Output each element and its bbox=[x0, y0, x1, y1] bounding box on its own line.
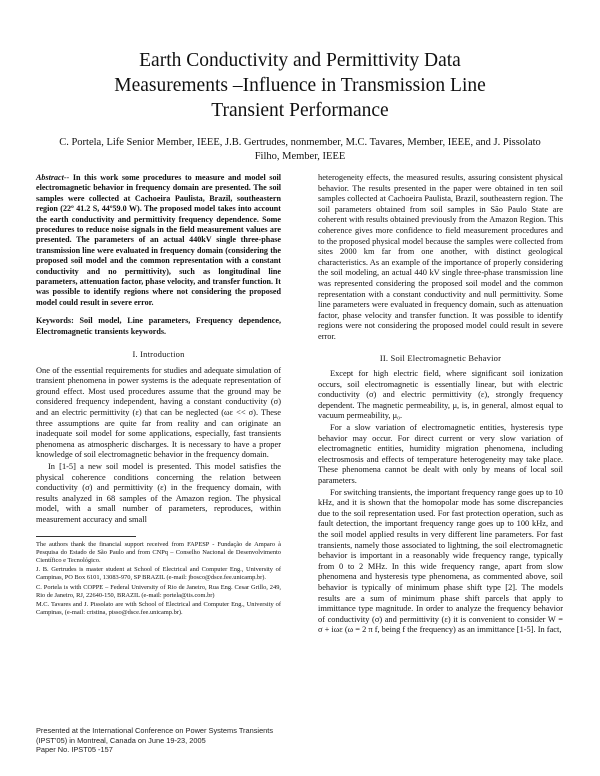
author-line: C. Portela, Life Senior Member, IEEE, J.B. Gertrudes, nonmember, M.C. Tavares, Member, IEEE, and J. Pissolato bbox=[59, 137, 541, 148]
title-line: Earth Conductivity and Permittivity Data bbox=[139, 50, 461, 71]
keywords bbox=[36, 316, 281, 337]
conference-note-line: (IPST’05) in Montreal, Canada on June 19-23, 2005 bbox=[36, 735, 206, 745]
paper-title bbox=[40, 48, 560, 123]
body-paragraph: One of the essential requirements for studies and adequate simulation of transient phenomena in power systems is the adequate representation of ground effect. Most used procedures assume that the ground may be considered frequency independent, having a constant conductivity (σ) and an electric permittivity (ε) that can be neglected (ωε << σ). These three assumptions are quite far from reality and can originate an inadequate soil model for some applications, especially, fast transients phenomena as atmospheric discharges. It is necessary to have a proper knowledge of soil electromagnetic behavior in the frequency domain. bbox=[36, 365, 281, 460]
body-paragraph: heterogeneity effects, the measured results, assuring consistent physical behavior. The results presented in the paper were obtained in ten soil samples collected at Cachoeira Paulista, Brazil, southeastern region. The soil parameters obtained from soil samples in São Paulo State are coherent with results obtained previously from the Amazon Region. This coherence gives more confidence to field measurement procedures and to the proposed physical model because the samples were collected from sites 2000 km far from one another, with distinct geological characteristics. As an example of the importance of properly considering the soil modeling, an actual 440 kV single three-phase transmission line was represented considering the proposed soil model and the common representation with a constant conductivity and null permittivity. Some line parameters were evaluated in frequency domain, such as attenuation factor, phase velocity and transfer function. It was possible to identify regions were not considering the proposed model could result in severe error. bbox=[318, 173, 563, 341]
footnote: J. B. Gertrudes is master student at School of Electrical and Computer Eng., University of Campinas, PO Box 6101, 13083-970, SP BRAZIL (e-mail: jbosco@dsce.fee.unicamp.br). bbox=[36, 566, 281, 582]
abstract-label: Abstract-- bbox=[36, 173, 70, 182]
body-paragraph: In [1-5] a new soil model is presented. This model satisfies the physical coherence conditions concerning the relation between conductivity (σ) and permittivity (ε) in the frequency domain, with results analyzed in 68 samples of the Amazon region. The physical model, with a small number of parameters, reproduces, within measurement accuracy and small bbox=[36, 462, 281, 524]
footnote: C. Portela is with COPPE – Federal University of Rio de Janeiro, Rua Eng. Cesar Grillo, 249, Rio de Janeiro, RJ, 22640-150, BRAZIL (e-mail: portela@iis.com.br) bbox=[36, 583, 281, 599]
footnote: The authors thank the financial support received from FAPESP - Fundação de Amparo à Pesquisa do Estado de São Paulo and from CNPq – Conselho Nacional de Desenvolvimento Científico e Tecnológico. bbox=[36, 540, 281, 564]
abstract-text: In this work some procedures to measure and model soil electromagnetic behavior in frequency domain are presented. The soil samples were collected at Cachoeira Paulista, Brazil, southeastern region (22º 41.2 S, 44º59.0 W). The proposed model takes into account the earth conductivity and permittivity frequency dependence. Some procedures to reduce noise signals in the field measurement values are presented. The parameters of an actual 440kV single three-phase transmission line were evaluated in frequency domain (considering the proposed soil model and the common representation with a constant conductivity and no permittivity), such as longitudinal line parameters, attenuation factor, phase velocity, and transfer function. It was possible to identify regions where not considering the proposed model could result in severe error. bbox=[36, 173, 281, 307]
section-heading-soil-behavior: II. Soil Electromagnetic Behavior bbox=[379, 352, 502, 363]
body-paragraph: Except for high electric field, where significant soil ionization occurs, soil electromagnetic is essentially linear, but with electric conductivity (σ) and electric permittivity (ε), strongly frequency dependent. The magnetic permeability, μ, is, in general, almost equal to vacuum permeability, μ₀. bbox=[318, 369, 563, 421]
body-paragraph: For a slow variation of electromagnetic entities, hysteresis type behavior may occur. For direct current or very slow variation of electromagnetic entities, humidity migration phenomena, including electrosmosis and effects of temperature heterogeneity may take place. These phenomena cannot be dealt with only by means of local soil parameters. bbox=[318, 423, 563, 486]
keywords-text: Soil model, Line parameters, Frequency dependence, Electromagnetic transients keywords. bbox=[36, 316, 281, 336]
title-line: Transient Performance bbox=[211, 100, 389, 121]
paper-number: Paper No. IPST05 -157 bbox=[36, 745, 113, 754]
right-column bbox=[318, 173, 563, 637]
conference-note-line: Presented at the International Conference on Power Systems Transients bbox=[36, 726, 274, 735]
footnote: M.C. Tavares and J. Pissolato are with School of Electrical and Computer Eng., University of Campinas, (e-mail: cristina, pisso@dsce.fee.unicamp.br). bbox=[36, 601, 281, 617]
author-line: Filho, Member, IEEE bbox=[254, 151, 346, 162]
footnote-divider bbox=[36, 536, 136, 537]
title-line: Measurements –Influence in Transmission Line bbox=[114, 75, 486, 96]
abstract bbox=[36, 173, 281, 308]
keywords-label: Keywords: bbox=[36, 316, 74, 326]
author-list bbox=[40, 136, 560, 164]
left-column bbox=[36, 173, 281, 618]
body-paragraph: For switching transients, the important frequency range goes up to 10 kHz, and it is shown that the homopolar mode has some discrepancies due to the soil representation used. For fast protection operation, such as fault detection, the important frequency range goes up to 100 kHz, and the soil model applied results in very different line parameters. For fast transients, namely those associated to lightning, the soil electromagnetic behavior is important in a reasonably wide frequency range, typically from 0 to 2 MHz. In this wide frequency range, apart from slow phenomena and hysteresis type phenomena, as commented above, soil behavior is typically of minimum phase shift type [2]. The models results are a sum of minimum phase shift parcels that apply to immittance type magnitude. In order to analyze the frequency behavior of conductivity (σ) and permittivity (ε) it is convenient to consider W = σ + iωε (ω = 2 π f, being f the frequency) as an immittance [1-5]. In fact, bbox=[318, 487, 563, 635]
conference-note bbox=[36, 726, 281, 755]
section-heading-introduction: I. Introduction bbox=[132, 349, 185, 360]
